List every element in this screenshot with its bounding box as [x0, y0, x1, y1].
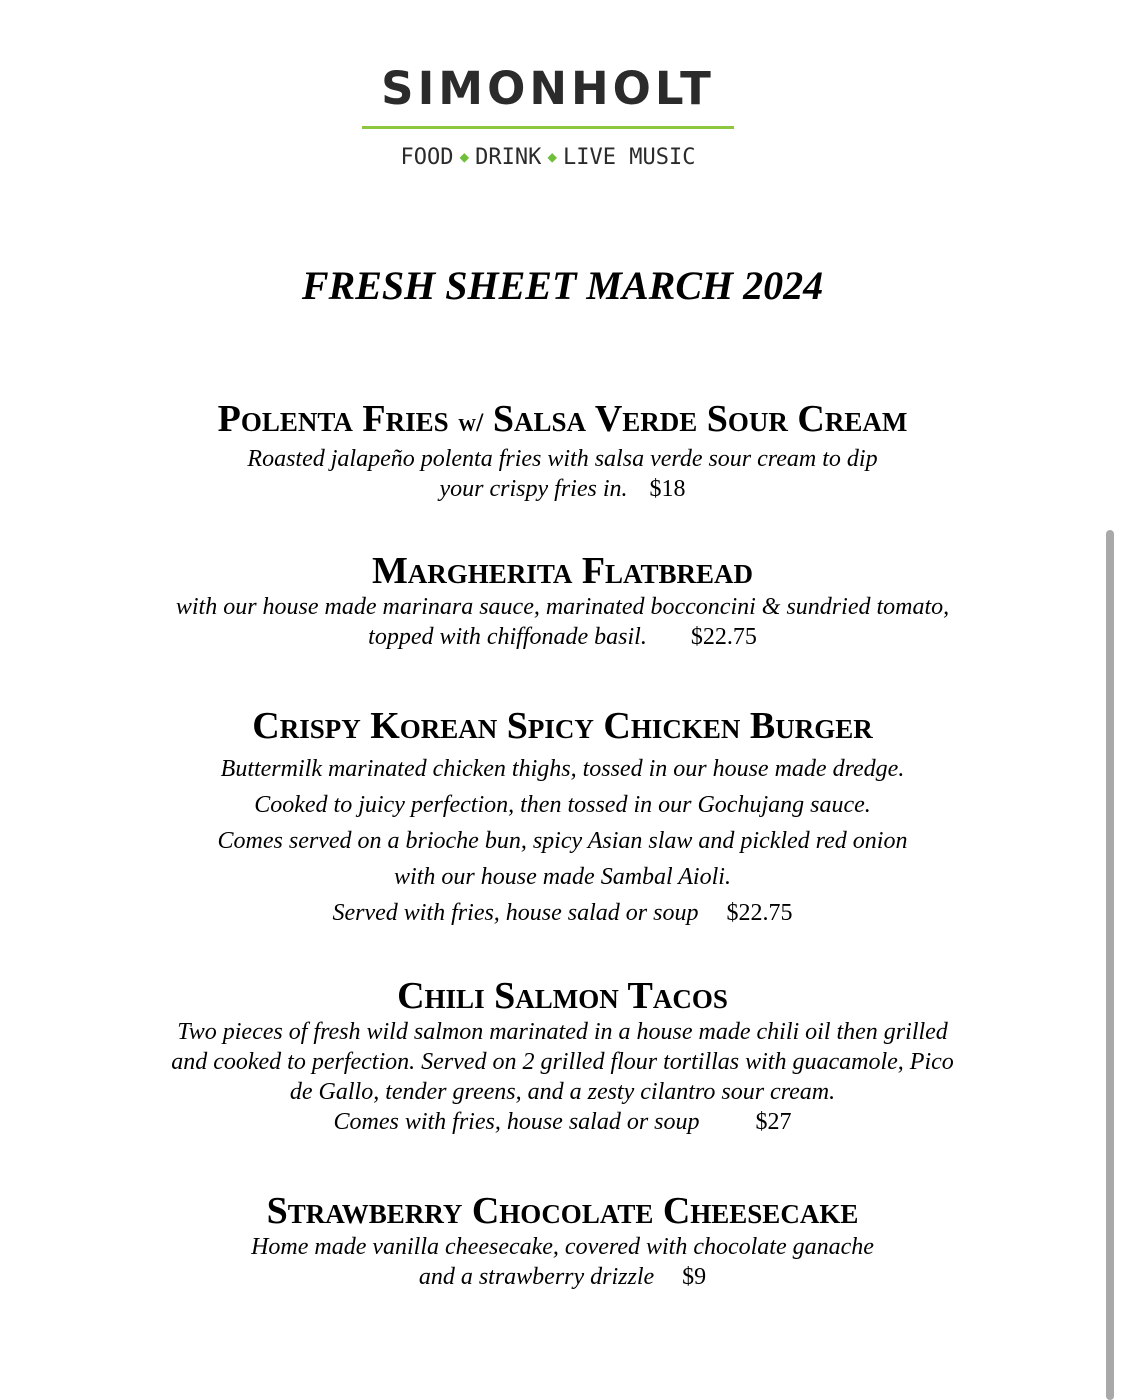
item-description-line: Buttermilk marinated chicken thighs, tossed in our house made dredge. [220, 756, 905, 782]
item-name: Margherita Flatbread [371, 550, 754, 592]
item-name: Crispy Korean Spicy Chicken Burger [252, 705, 873, 747]
diamond-icon: ◆ [459, 147, 470, 166]
tagline-live-music: LIVE MUSIC [563, 145, 696, 170]
item-description-line [0, 622, 1125, 652]
item-name [0, 398, 1125, 444]
item-description-line: de Gallo, tender greens, and a zesty cilantro sour cream. [289, 1079, 836, 1105]
item-description-line [0, 474, 1125, 504]
item-price: $22.75 [726, 900, 793, 926]
tagline-food: FOOD [400, 145, 454, 170]
item-name: Chili Salmon Tacos [397, 975, 728, 1017]
item-description-line [0, 1262, 1125, 1292]
logo-tagline [362, 145, 734, 170]
item-description-line: Home made vanilla cheesecake, covered with chocolate ganache [251, 1234, 874, 1260]
simonholt-logo [362, 62, 734, 170]
item-price: $9 [682, 1264, 707, 1290]
item-name-with: w/ [458, 408, 484, 437]
menu-item-strawberry-cheesecake [0, 1190, 1125, 1292]
menu-item-korean-chicken-burger [0, 705, 1125, 931]
item-price: $22.75 [690, 624, 757, 650]
diamond-icon: ◆ [547, 147, 558, 166]
item-description-text: Comes with fries, house salad or soup [333, 1109, 700, 1135]
item-description-line: Cooked to juicy perfection, then tossed in our Gochujang sauce. [254, 792, 871, 818]
menu-item-margherita-flatbread [0, 550, 1125, 652]
item-description-text: your crispy fries in. [439, 476, 628, 502]
vertical-scrollbar[interactable] [1106, 530, 1114, 1400]
item-description-line: with our house made marinara sauce, marinated bocconcini & sundried tomato, [175, 594, 950, 620]
item-description-line [0, 1107, 1125, 1137]
item-description-line: Comes served on a brioche bun, spicy Asian slaw and pickled red onion [217, 828, 908, 854]
logo-green-rule [362, 126, 734, 129]
menu-item-polenta-fries [0, 398, 1125, 504]
menu-item-chili-salmon-tacos [0, 975, 1125, 1137]
item-description-line: Two pieces of fresh wild salmon marinated in a house made chili oil then grilled [177, 1019, 948, 1045]
item-price: $18 [649, 476, 686, 502]
item-description-line: and cooked to perfection. Served on 2 grilled flour tortillas with guacamole, Pico [171, 1049, 954, 1075]
item-description-line [0, 895, 1125, 931]
item-description-line: Roasted jalapeño polenta fries with salsa verde sour cream to dip [247, 446, 878, 472]
item-description-text: and a strawberry drizzle [418, 1264, 655, 1290]
item-name-main: Polenta Fries [217, 398, 449, 440]
item-name-rest: Salsa Verde Sour Cream [492, 398, 908, 440]
item-description-text: Served with fries, house salad or soup [332, 900, 699, 926]
logo-wordmark: SIMONHOLT [381, 62, 715, 115]
item-description-line: with our house made Sambal Aioli. [394, 864, 731, 890]
item-name: Strawberry Chocolate Cheesecake [266, 1190, 859, 1232]
item-price: $27 [755, 1109, 792, 1135]
item-description-text: topped with chiffonade basil. [368, 624, 647, 650]
tagline-drink: DRINK [475, 145, 542, 170]
page-title: FRESH SHEET MARCH 2024 [301, 263, 824, 308]
